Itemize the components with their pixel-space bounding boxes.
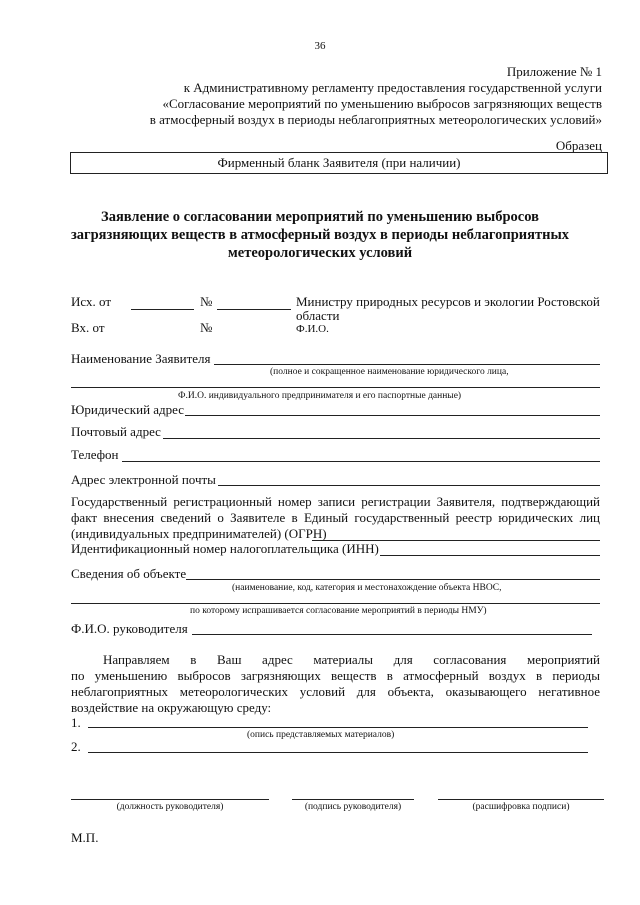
object-info-field-2[interactable] — [71, 603, 600, 604]
position-signature-field[interactable] — [71, 799, 269, 800]
ogrn-text-line-3: (индивидуальных предпринимателей) (ОГРН) — [71, 526, 327, 541]
body-text-line-3: неблагоприятных метеорологических условий для объекта, оказывающего негативное — [71, 684, 600, 699]
appendix-line-1: Приложение № 1 — [506, 64, 602, 79]
postal-address-label: Почтовый адрес — [71, 424, 161, 439]
applicant-name-field[interactable] — [214, 364, 600, 365]
appendix-line-4: в атмосферный воздух в периоды неблагоприятных метеорологических условий» — [149, 112, 602, 127]
appendix-line-3: «Согласование мероприятий по уменьшению выбросов загрязняющих веществ — [162, 96, 602, 111]
recipient-fio: Ф.И.О. — [296, 323, 329, 335]
list-item-2-number: 2. — [71, 739, 81, 754]
stamp-label: М.П. — [71, 830, 99, 845]
inn-field[interactable] — [380, 555, 600, 556]
applicant-name-label: Наименование Заявителя — [71, 351, 211, 366]
phone-label: Телефон — [71, 447, 119, 462]
object-info-label: Сведения об объекте — [71, 566, 187, 581]
appendix-line-2: к Административному регламенту предоставления государственной услуги — [183, 80, 602, 95]
ogrn-text-line-2: факт внесения сведений о Заявителе в Единый государственный реестр юридических лиц — [71, 510, 600, 525]
sample-label: Образец — [555, 138, 602, 153]
body-text-line-4: воздействие на окружающую среду: — [71, 700, 272, 715]
head-fio-field[interactable] — [192, 634, 592, 635]
list-hint: (опись представляемых материалов) — [247, 730, 395, 740]
object-info-hint-2: по которому испрашивается согласование мероприятий в периоды НМУ) — [190, 606, 487, 616]
applicant-name-field-2[interactable] — [71, 387, 600, 388]
inn-label: Идентификационный номер налогоплательщика (ИНН) — [71, 541, 379, 556]
phone-field[interactable] — [122, 461, 600, 462]
document-title-line-2: загрязняющих веществ в атмосферный воздух в периоды неблагоприятных — [70, 227, 570, 243]
incoming-from-label: Вх. от — [71, 320, 105, 335]
body-text-line-2: по уменьшению выбросов загрязняющих веществ в атмосферный воздух в периоды — [71, 668, 600, 683]
document-title-line-3: метеорологических условий — [227, 245, 413, 261]
outgoing-date-field[interactable] — [131, 309, 194, 310]
legal-address-label: Юридический адрес — [71, 402, 185, 417]
incoming-number-sign: № — [200, 320, 213, 335]
head-fio-label: Ф.И.О. руководителя — [71, 621, 188, 636]
body-text-line-1: Направляем в Ваш адрес материалы для согласования мероприятий — [103, 652, 600, 667]
recipient-line-1: Министру природных ресурсов и экологии Ростовской — [296, 294, 600, 309]
email-label: Адрес электронной почты — [71, 472, 216, 487]
list-item-1-number: 1. — [71, 715, 81, 730]
document-title-line-1: Заявление о согласовании мероприятий по уменьшению выбросов — [101, 209, 539, 225]
email-field[interactable] — [218, 485, 600, 486]
signature-transcript-hint: (расшифровка подписи) — [472, 802, 570, 812]
legal-address-field[interactable] — [185, 415, 600, 416]
object-info-hint-1: (наименование, код, категория и местонахождение объекта НВОС, — [232, 583, 502, 593]
outgoing-number-field[interactable] — [217, 309, 291, 310]
signature-hint: (подпись руководителя) — [304, 802, 402, 812]
signature-field[interactable] — [292, 799, 414, 800]
applicant-name-hint-2: Ф.И.О. индивидуального предпринимателя и его паспортные данные) — [178, 391, 462, 401]
list-item-2-field[interactable] — [88, 752, 588, 753]
applicant-name-hint-1: (полное и сокращенное наименование юридического лица, — [270, 367, 509, 377]
outgoing-number-sign: № — [200, 294, 213, 309]
recipient-line-2: области — [296, 308, 340, 323]
list-item-1-field[interactable] — [88, 727, 588, 728]
object-info-field[interactable] — [186, 579, 600, 580]
letterhead-box — [70, 152, 608, 174]
letterhead-text: Фирменный бланк Заявителя (при наличии) — [217, 155, 461, 170]
postal-address-field[interactable] — [163, 438, 600, 439]
position-hint: (должность руководителя) — [116, 802, 224, 812]
ogrn-text-line-1: Государственный регистрационный номер записи регистрации Заявителя, подтверждающий — [71, 494, 600, 509]
outgoing-from-label: Исх. от — [71, 294, 111, 309]
page-number: 36 — [314, 40, 326, 52]
signature-transcript-field[interactable] — [438, 799, 604, 800]
